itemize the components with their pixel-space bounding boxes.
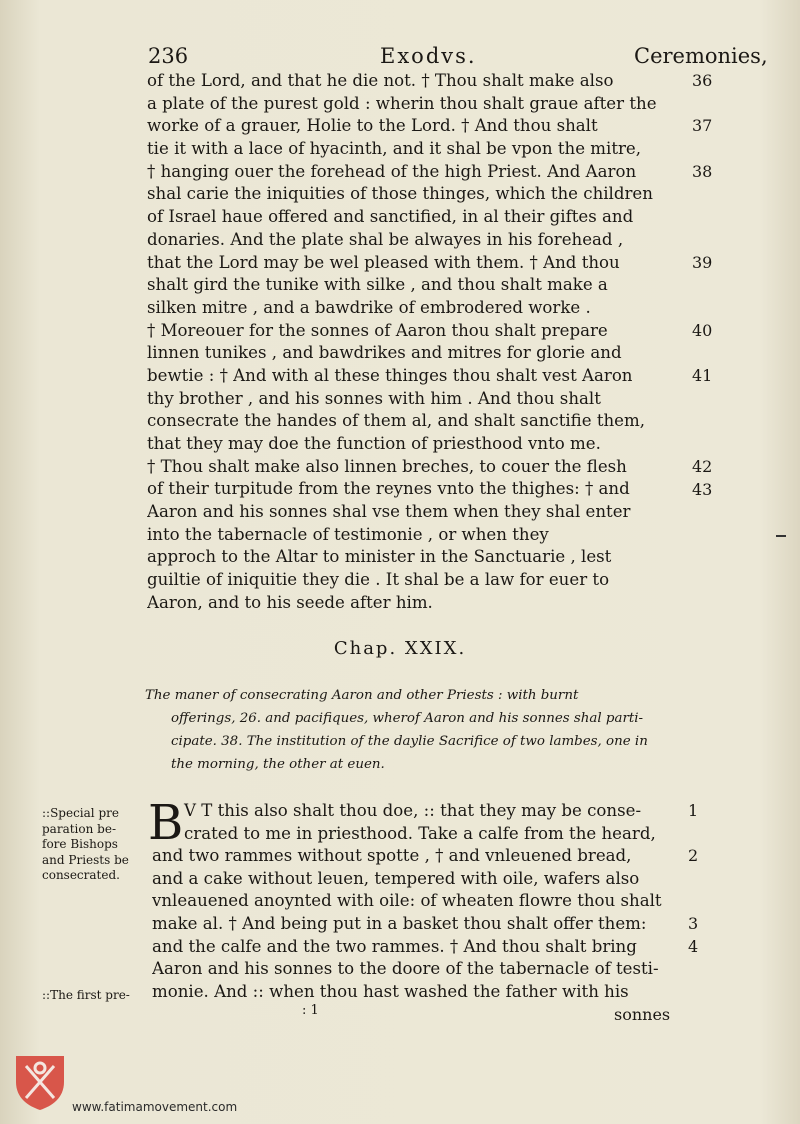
- text-line: of Israel haue offered and sanctified, in al their giftes and: [147, 207, 634, 227]
- text-line: worke of a grauer, Holie to the Lord. † And thou shalt: [147, 116, 598, 136]
- verse-number: 2: [688, 846, 699, 866]
- chapter-heading: Chap. XXIX.: [333, 638, 467, 659]
- verse-number: 40: [692, 320, 713, 340]
- book-title: Exodvs.: [380, 44, 477, 68]
- text-line: a plate of the purest gold : wherin thou shalt graue after the: [147, 93, 657, 113]
- text-line: and a cake without leuen, tempered with oile, wafers also: [152, 868, 640, 888]
- text-line: linnen tunikes , and bawdrikes and mitres for glorie and: [147, 343, 622, 363]
- text-line: † Moreouer for the sonnes of Aaron thou shalt prepare: [147, 320, 608, 340]
- margin-note-line: ::Special pre: [42, 806, 119, 820]
- text-line: † Thou shalt make also linnen breches, to couer the flesh: [147, 456, 627, 476]
- text-line: that they may doe the function of priesthood vnto me.: [147, 434, 601, 453]
- chapter-summary: [145, 684, 705, 776]
- text-line: into the tabernacle of testimonie , or when they: [147, 524, 549, 544]
- text-line: of the Lord, and that he die not. † Thou shalt make also: [147, 71, 614, 90]
- page-number: 236: [148, 44, 189, 68]
- text-line: make al. † And being put in a basket thou shalt offer them:: [152, 913, 647, 933]
- text-line: bewtie : † And with al these thinges thou shalt vest Aaron: [147, 365, 633, 385]
- margin-dash: [776, 535, 786, 537]
- text-line: of their turpitude from the reynes vnto the thighes: † and: [147, 479, 630, 499]
- text-line: guiltie of iniquitie they die . It shal be a law for euer to: [147, 570, 610, 590]
- text-line: that the Lord may be wel pleased with them. † And thou: [147, 252, 620, 272]
- verse-number: 36: [692, 71, 713, 90]
- text-line: and two rammes without spotte , † and vnleuened bread,: [152, 846, 632, 866]
- verse-number: 42: [692, 456, 713, 476]
- chapter-29-text: [152, 800, 692, 1003]
- text-line: shalt gird the tunike with silke , and thou shalt make a: [147, 275, 608, 295]
- text-line: monie. And :: when thou hast washed the father with his: [152, 981, 629, 1001]
- verse-number: 37: [692, 116, 713, 136]
- verse-number: 39: [692, 252, 713, 272]
- text-line: thy brother , and his sonnes with him . And thou shalt: [147, 388, 601, 408]
- text-line: and the calfe and the two rammes. † And thou shalt bring: [152, 936, 637, 956]
- verse-number: 41: [692, 366, 713, 386]
- source-url: www.fatimamovement.com: [72, 1100, 238, 1114]
- catchword: sonnes: [614, 1005, 671, 1024]
- chapter-28-text: [147, 70, 692, 615]
- margin-note-line: consecrated.: [42, 868, 120, 882]
- verse-number: 38: [692, 161, 713, 181]
- verse-number: 3: [688, 914, 699, 933]
- verse-number: 1: [688, 801, 699, 820]
- text-line: crated to me in priesthood. Take a calfe from the heard,: [184, 823, 656, 843]
- text-line: † hanging ouer the forehead of the high Priest. And Aaron: [147, 161, 637, 181]
- margin-note-line: and Priests be: [42, 852, 129, 867]
- text-line: vnleauened anoynted with oile: of wheaten flowre thou shalt: [152, 891, 662, 911]
- verse-number: 43: [692, 479, 713, 499]
- papal-keys-shield-icon: [12, 1052, 68, 1112]
- running-topic: Ceremonies,: [634, 44, 768, 68]
- signature-mark: : 1: [302, 1003, 319, 1018]
- text-line: donaries. And the plate shal be alwayes in his forehead ,: [147, 229, 624, 249]
- margin-note-line: fore Bishops: [42, 837, 118, 851]
- text-line: Aaron and his sonnes to the doore of the tabernacle of testi-: [152, 959, 659, 979]
- margin-note-first-preparation: ::The first pre-: [42, 988, 130, 1002]
- text-line: V T this also shalt thou doe, :: that they may be conse-: [184, 801, 642, 820]
- text-line: Aaron, and to his seede after him.: [147, 592, 433, 612]
- margin-note-special-preparation: [42, 806, 150, 884]
- drop-cap: B: [148, 795, 184, 851]
- text-line: approch to the Altar to minister in the Sanctuarie , lest: [147, 547, 612, 567]
- summary-line: the morning, the other at euen.: [171, 757, 385, 772]
- summary-line: The maner of consecrating Aaron and other Priests : with burnt: [145, 688, 579, 703]
- verse-number: 4: [688, 936, 699, 956]
- text-line: tie it with a lace of hyacinth, and it shal be vpon the mitre,: [147, 139, 642, 159]
- text-line: consecrate the handes of them al, and shalt sanctifie them,: [147, 411, 646, 431]
- margin-note-line: paration be-: [42, 821, 116, 836]
- summary-line: cipate. 38. The institution of the daylie Sacrifice of two lambes, one in: [171, 734, 648, 749]
- text-line: silken mitre , and a bawdrike of embrodered worke .: [147, 297, 591, 317]
- text-line: shal carie the iniquities of those thinges, which the children: [147, 184, 653, 204]
- text-line: Aaron and his sonnes shal vse them when they shal enter: [147, 502, 631, 522]
- summary-line: offerings, 26. and pacifiques, wherof Aaron and his sonnes shal parti-: [171, 711, 644, 726]
